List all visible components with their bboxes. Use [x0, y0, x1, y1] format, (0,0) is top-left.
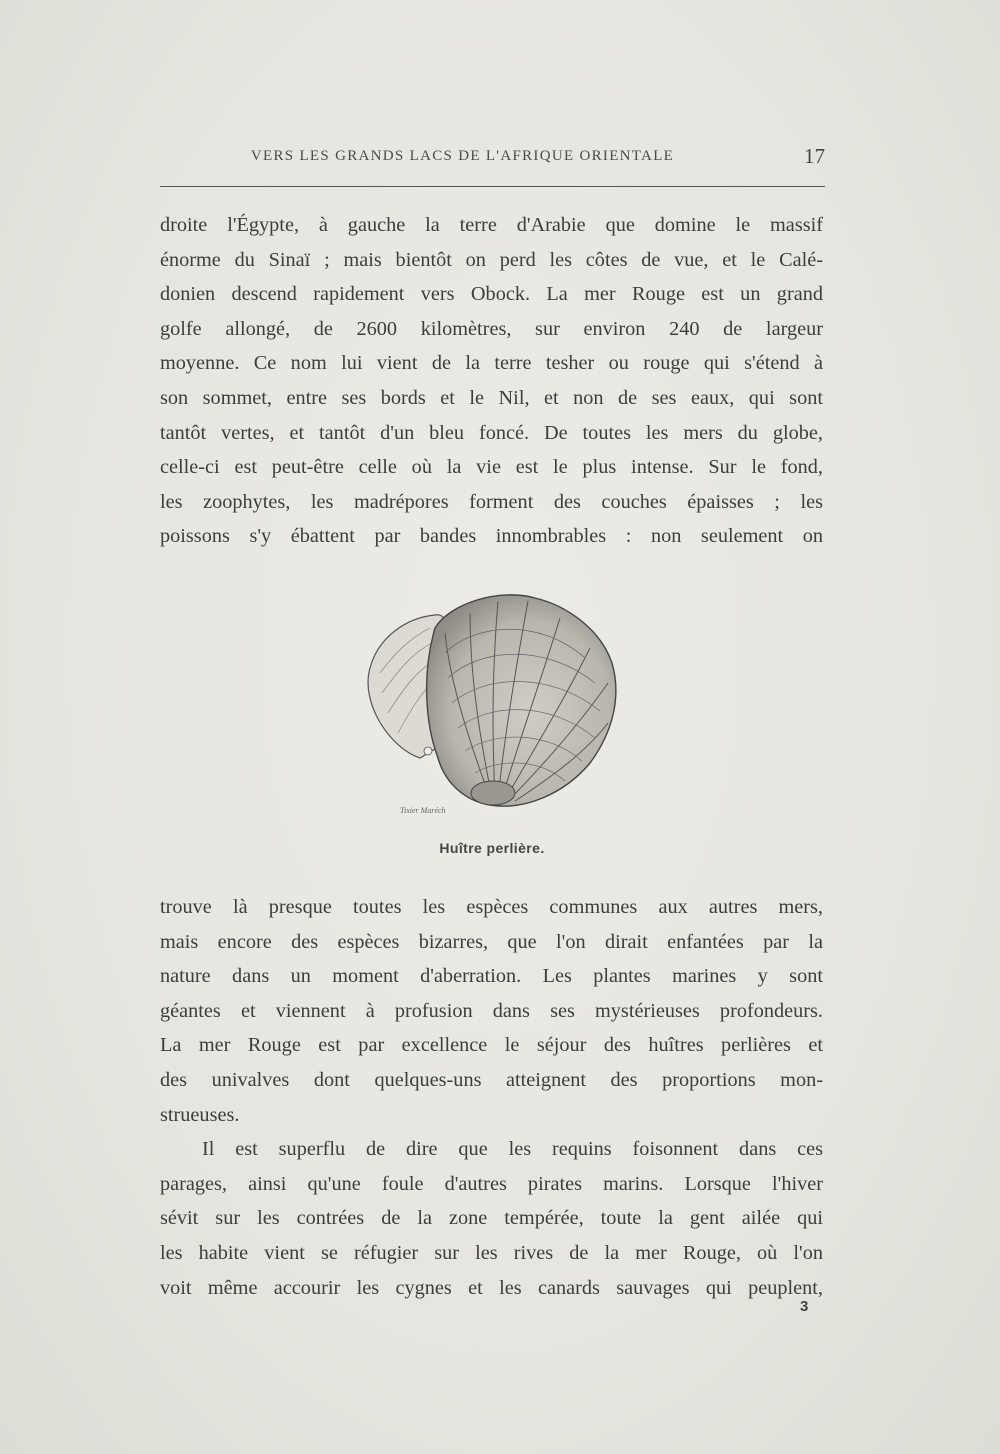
text-line: sévit sur les contrées de la zone tempérée, toute la gent ailée qui [160, 1207, 823, 1230]
engraver-signature: Tixier Maréch [400, 806, 446, 815]
paragraph [160, 1132, 823, 1305]
body-text-top [160, 208, 823, 554]
text-line: trouve là presque toutes les espèces communes aux autres mers, [160, 896, 823, 918]
pearl-oyster-illustration [350, 583, 630, 823]
text-line: les habite vient se réfugier sur les rives de la mer Rouge, où l'on [160, 1241, 823, 1264]
text-line: tantôt vertes, et tantôt d'un bleu foncé. De toutes les mers du globe, [160, 421, 823, 444]
text-line: poissons s'y ébattent par bandes innombrables : non seulement on [160, 525, 823, 548]
text-line: droite l'Égypte, à gauche la terre d'Arabie que domine le massif [160, 214, 823, 236]
header-rule [160, 186, 825, 187]
text-line: énorme du Sinaï ; mais bientôt on perd les côtes de vue, et le Calé- [160, 248, 823, 271]
text-line: golfe allongé, de 2600 kilomètres, sur environ 240 de largeur [160, 317, 823, 340]
text-line: donien descend rapidement vers Obock. La mer Rouge est un grand [160, 283, 823, 306]
figure-caption: Huître perlière. [439, 840, 545, 856]
text-line: les zoophytes, les madrépores forment des couches épaisses ; les [160, 490, 823, 513]
text-line: nature dans un moment d'aberration. Les plantes marines y sont [160, 965, 823, 988]
page-number: 17 [804, 144, 825, 168]
oyster-engraving [350, 583, 630, 823]
text-line: géantes et viennent à profusion dans ses mystérieuses profondeurs. [160, 999, 823, 1022]
text-line: Il est superflu de dire que les requins foisonnent dans ces [202, 1138, 823, 1161]
text-line: celle-ci est peut-être celle où la vie est le plus intense. Sur le fond, [160, 456, 823, 479]
text-line: voit même accourir les cygnes et les canards sauvages qui peuplent, [160, 1276, 823, 1299]
signature-mark: 3 [800, 1298, 809, 1315]
running-title: VERS LES GRANDS LACS DE L'AFRIQUE ORIENTALE [250, 148, 675, 164]
running-head [160, 146, 825, 170]
paragraph [160, 208, 823, 554]
text-line: strueuses. [160, 1103, 240, 1126]
text-line: La mer Rouge est par excellence le séjour des huîtres perlières et [160, 1034, 823, 1057]
body-text-bottom [160, 890, 823, 1305]
text-line: des univalves dont quelques-uns atteignent des proportions mon- [160, 1068, 823, 1091]
text-line: mais encore des espèces bizarres, que l'on dirait enfantées par la [160, 930, 823, 953]
text-line: parages, ainsi qu'une foule d'autres pirates marins. Lorsque l'hiver [160, 1172, 823, 1195]
text-line: son sommet, entre ses bords et le Nil, et non de ses eaux, qui sont [160, 386, 823, 409]
text-line: moyenne. Ce nom lui vient de la terre tesher ou rouge qui s'étend à [160, 352, 823, 375]
paragraph [160, 890, 823, 1132]
